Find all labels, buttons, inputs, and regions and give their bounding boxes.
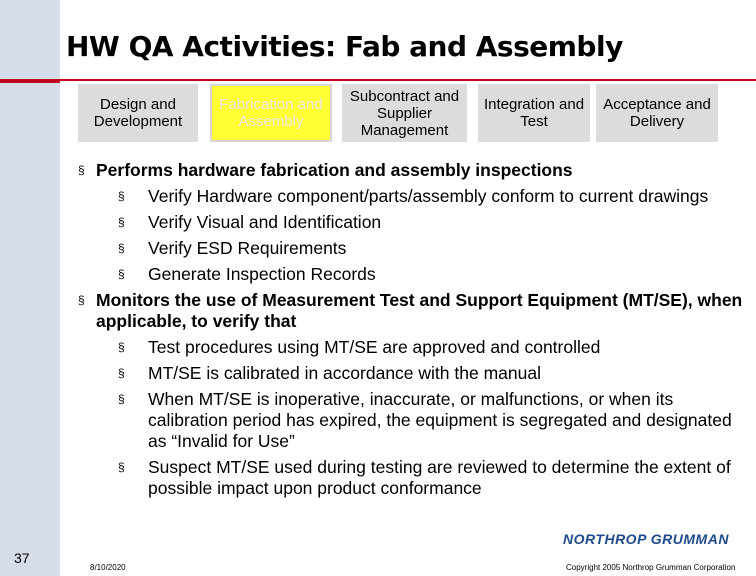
bullet-text: Verify Hardware component/parts/assembly conform to current drawings	[148, 186, 709, 206]
sub-bullet-item	[78, 264, 748, 285]
bullet-text: Suspect MT/SE used during testing are reviewed to determine the extent of possible impact upon product conformance	[148, 457, 731, 498]
stage-label: Fabrication and Assembly	[219, 96, 323, 130]
sub-bullet-item	[78, 238, 748, 259]
bullet-marker: §	[118, 189, 125, 203]
page-number: 37	[14, 550, 30, 566]
bullet-marker: §	[118, 366, 125, 380]
bullet-text: Verify ESD Requirements	[148, 238, 347, 258]
bullet-marker: §	[118, 392, 125, 406]
sub-bullet-item	[78, 186, 748, 207]
bullet-text: Generate Inspection Records	[148, 264, 376, 284]
bullet-text: Monitors the use of Measurement Test and Support Equipment (MT/SE), when applicable, to verify that	[96, 290, 743, 331]
stage-label: Integration and Test	[483, 96, 585, 130]
bullet-marker: §	[118, 340, 125, 354]
bullet-text: When MT/SE is inoperative, inaccurate, or malfunctions, or when its calibration period has expired, the equipment is segregated and designated as “Invalid for Use”	[148, 389, 732, 451]
sub-bullet-item	[78, 457, 748, 499]
bullet-marker: §	[118, 215, 125, 229]
bullet-text: Performs hardware fabrication and assembly inspections	[96, 160, 573, 180]
bullet-item	[78, 290, 748, 332]
stage-design-and-development	[78, 84, 198, 142]
stage-fabrication-and-assembly	[210, 84, 332, 142]
stage-subcontract-and-supplier-management	[342, 84, 467, 142]
sub-bullet-item	[78, 363, 748, 384]
sub-bullet-item	[78, 337, 748, 358]
title-underline	[60, 79, 756, 81]
slide-date: 8/10/2020	[90, 563, 126, 572]
copyright-notice: Copyright 2005 Northrop Grumman Corporation	[566, 563, 736, 572]
left-accent-line	[0, 79, 60, 83]
bullet-text: Test procedures using MT/SE are approved and controlled	[148, 337, 601, 357]
stage-acceptance-and-delivery	[596, 84, 718, 142]
northrop-grumman-logo	[546, 530, 746, 548]
bullet-item	[78, 160, 748, 181]
bullet-marker: §	[78, 163, 85, 177]
stage-label: Design and Development	[93, 96, 183, 130]
bullet-text: MT/SE is calibrated in accordance with the manual	[148, 363, 541, 383]
slide-title: HW QA Activities: Fab and Assembly	[66, 30, 623, 63]
bullet-marker: §	[118, 241, 125, 255]
stage-label: Acceptance and Delivery	[603, 96, 711, 130]
bullet-marker: §	[118, 267, 125, 281]
bullet-list	[78, 160, 748, 504]
stage-integration-and-test	[478, 84, 590, 142]
sub-bullet-item	[78, 389, 748, 452]
sub-bullet-item	[78, 212, 748, 233]
stage-label: Subcontract and Supplier Management	[349, 87, 460, 139]
bullet-marker: §	[78, 293, 85, 307]
bullet-marker: §	[118, 460, 125, 474]
bullet-text: Verify Visual and Identification	[148, 212, 382, 232]
logo-text: NORTHROP GRUMMAN	[563, 531, 729, 547]
left-sidebar-band	[0, 0, 60, 576]
